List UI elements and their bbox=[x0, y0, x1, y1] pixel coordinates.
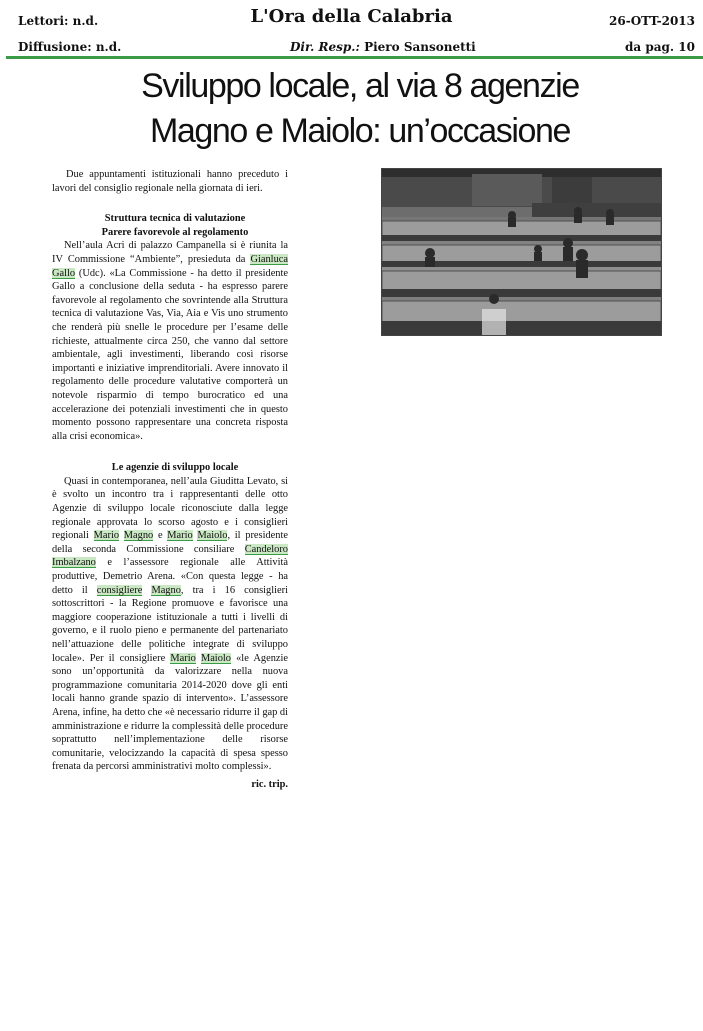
highlighted-name: Maiolo bbox=[197, 530, 228, 542]
newspaper-title: L'Ora della Calabria bbox=[250, 6, 453, 27]
highlighted-name: Magno bbox=[151, 584, 181, 596]
director-name: Piero Sansonetti bbox=[364, 40, 476, 54]
headline bbox=[60, 64, 660, 154]
highlighted-name: Mario bbox=[93, 530, 120, 542]
header-rule bbox=[6, 56, 703, 59]
highlighted-name: consigliere bbox=[96, 584, 143, 596]
director-line bbox=[290, 40, 476, 54]
highlighted-name: Gianluca bbox=[250, 253, 288, 265]
section2-paragraph: Quasi in contemporanea, nell’aula Giuditta Levato, si è svolto un incontro tra i rappresentanti delle otto Agenzie di sviluppo locale riconosciute dalla legge regionale approvata lo scorso agosto e i consiglieri regionali Mario Magno e Mario Maiolo, il presidente della seconda Commissione consiliare Candeloro Imbalzano e l’assessore regionale alle Attività produttive, Demetrio Arena. «Con questa legge - ha detto il consigliere Magno, tra i 16 consiglieri sottoscrittori - la Regione promuove e favorisce una maggiore cooperazione istituzionale a tutti i livelli di governo, e il ruolo pieno e permanente del partenariato nell’attuazione delle politiche integrate di sviluppo locale». Per il consigliere Mario Maiolo «le Agenzie sono un’opportunità da valorizzare nella nuova programmazione comunitaria 2014-2020 dove gli enti locali hanno grande spazio di intervento». L’assessore Arena, infine, ha detto che «è necessario ridurre il gap di amministrazione e ridurre la complessità delle procedure soprattutto nell’implementazione delle risorse comunitarie, velocizzando la capacità di spesa spesso frenata da percorsi amministrativi molto complessi». bbox=[52, 475, 289, 773]
director-label: Dir. Resp.: bbox=[290, 40, 360, 54]
section1-paragraph: Nell’aula Acri di palazzo Campanella si è riunita la IV Commissione “Ambiente”, presieduta da Gianluca Gallo (Udc). «La Commissione - ha detto il presidente Gallo a conclusione della seduta - ha espresso parere favorevole al regolamento che sovrintende alla Struttura tecnica di valutazione Vas, Via, Aia e Vis uno strumento che renderà più snelle le procedure per l’esame delle richieste, attualmente circa 250, che vanno dal settore ambientale, agli investimenti, liberando così risorse importanti e iniziative imprenditoriali. Avere innovato il regolamento delle procedure valutative comporterà un notevole risparmio di tempo burocratico ed una accelerazione dei potenziali investimenti che in questo momento possono rappresentare una concreta risposta alla crisi economica». bbox=[52, 240, 288, 442]
section2-subhead: Le agenzie di sviluppo locale bbox=[111, 462, 239, 474]
photo-illustration bbox=[382, 169, 661, 335]
highlighted-name: Mario bbox=[170, 652, 196, 664]
section1-subhead-2: Parere favorevole al regolamento bbox=[101, 226, 249, 238]
section1-subhead-1: Struttura tecnica di valutazione bbox=[104, 213, 246, 225]
highlighted-name: Magno bbox=[123, 530, 154, 542]
page-reference: da pag. 10 bbox=[625, 40, 695, 54]
distribution-label: Diffusione: n.d. bbox=[18, 40, 122, 54]
highlighted-name: Mario bbox=[167, 530, 193, 542]
highlighted-name: Maiolo bbox=[200, 652, 231, 664]
highlighted-name: Gallo bbox=[52, 267, 76, 279]
highlighted-name: Imbalzano bbox=[52, 557, 96, 569]
headline-line-1: Sviluppo locale, al via 8 agenzie bbox=[141, 67, 579, 105]
highlighted-name: Candeloro bbox=[244, 543, 288, 555]
headline-line-2: Magno e Maiolo: un’occasione bbox=[149, 112, 571, 150]
article-body bbox=[52, 168, 288, 792]
readers-label: Lettori: n.d. bbox=[18, 14, 99, 28]
intro-paragraph: Due appuntamenti istituzionali hanno preceduto i lavori del consiglio regionale nella giornata di ieri. bbox=[52, 169, 288, 194]
signature: ric. trip. bbox=[251, 778, 288, 790]
publication-date: 26-OTT-2013 bbox=[609, 14, 695, 28]
council-chamber-photo bbox=[381, 168, 662, 336]
